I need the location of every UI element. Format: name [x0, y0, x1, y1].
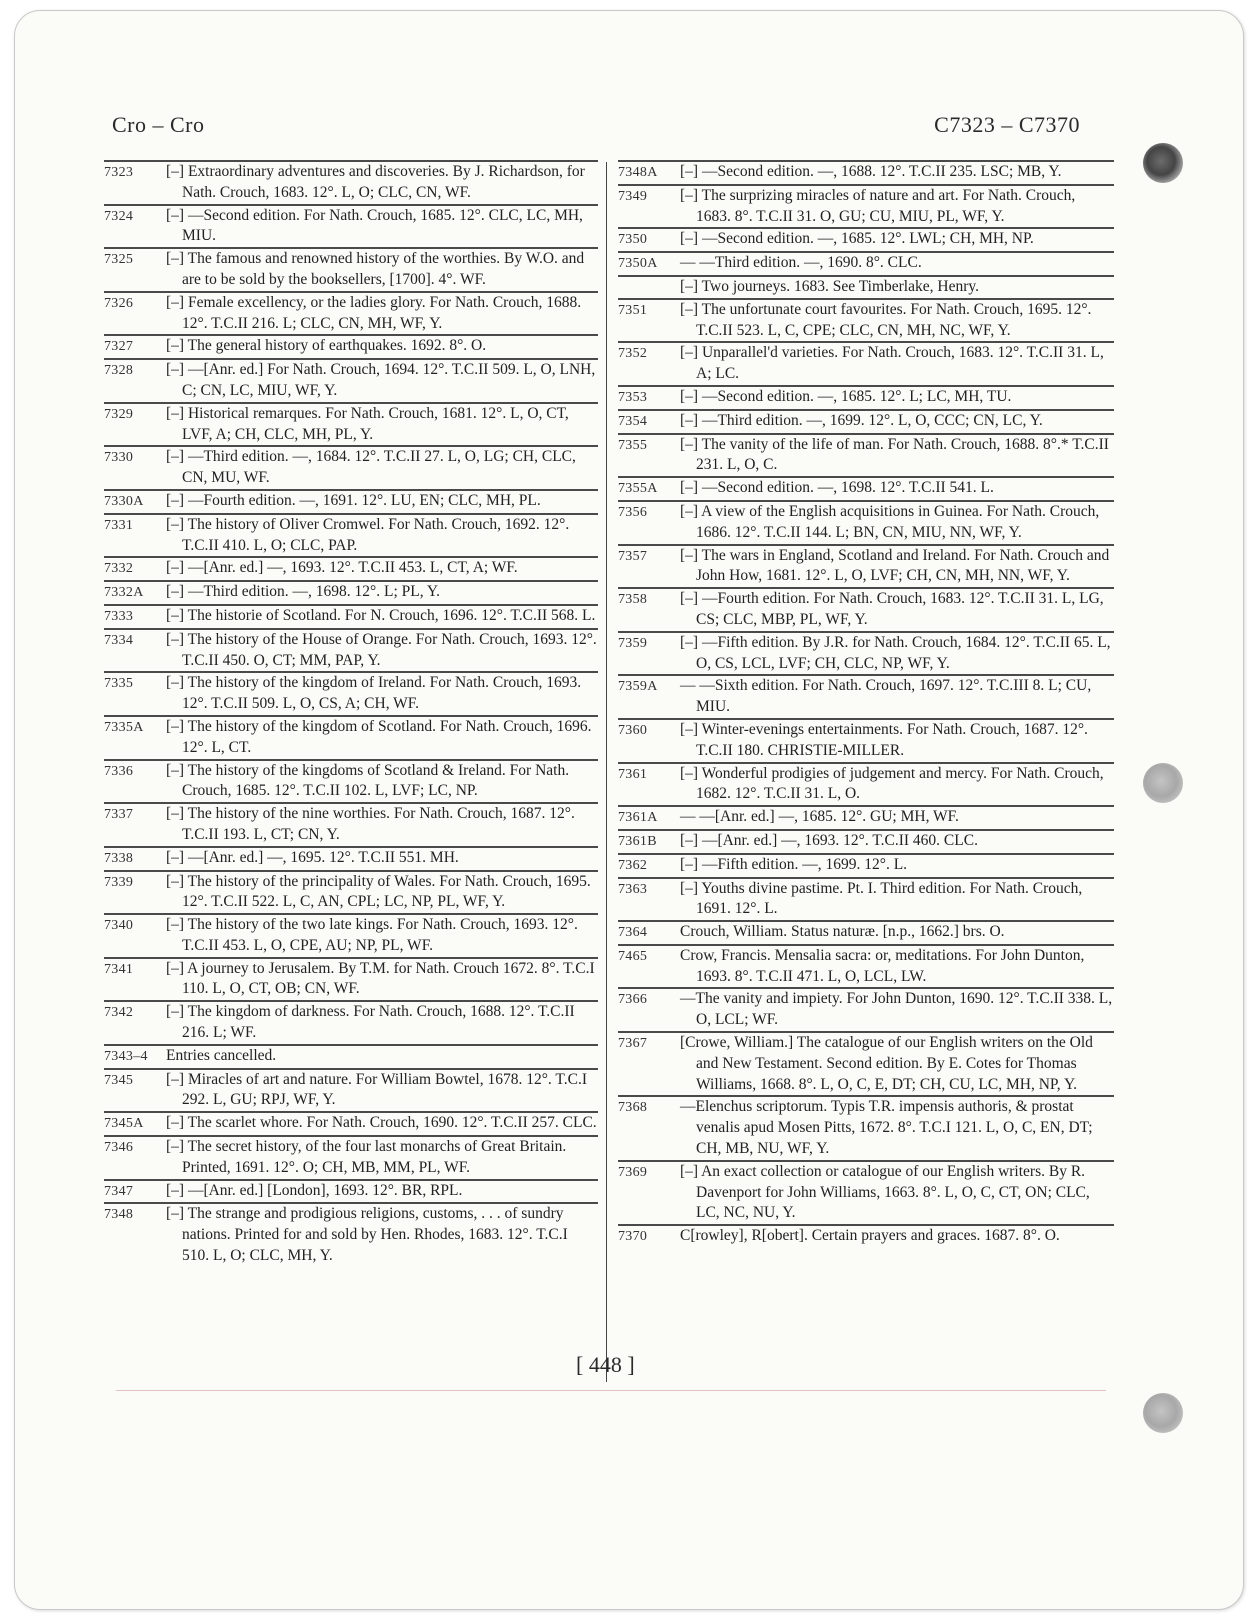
entry-number: 7350 — [618, 232, 648, 248]
entry-text: — —Third edition. —, 1690. 8°. CLC. — [680, 254, 922, 272]
entry-text: [–] Historical remarques. For Nath. Crouch, 1681. 12°. L, O, CT, LVF, A; CH, CLC, MH, PL, Y. — [166, 404, 569, 443]
catalogue-entry — [104, 604, 598, 628]
entry-number: 7333 — [104, 608, 134, 624]
entry-text: [–] —Second edition. —, 1698. 12°. T.C.II 541. L. — [680, 479, 994, 497]
entry-number: 7338 — [104, 850, 134, 866]
entry-text: [–] The history of Oliver Cromwel. For Nath. Crouch, 1692. 12°. T.C.II 410. L, O; CLC, PAP. — [166, 515, 570, 554]
entry-text: Entries cancelled. — [166, 1046, 277, 1064]
catalogue-entry — [618, 476, 1114, 500]
entry-number: 7332A — [104, 585, 144, 601]
entry-text: [–] The unfortunate court favourites. For Nath. Crouch, 1695. 12°. T.C.II 523. L, C, CPE; CLC, CN, MH, NC, WF, Y. — [680, 300, 1092, 339]
entry-number: 7341 — [104, 961, 134, 977]
entry-number: 7345 — [104, 1072, 134, 1088]
entry-number: 7326 — [104, 295, 134, 311]
catalogue-entry — [104, 802, 598, 846]
entry-number: 7323 — [104, 165, 134, 180]
entry-number: 7345A — [104, 1116, 144, 1132]
entry-number: 7362 — [618, 857, 648, 873]
entry-text: [–] —[Anr. ed.] [London], 1693. 12°. BR, RPL. — [166, 1181, 463, 1199]
entry-text: [–] Two journeys. 1683. See Timberlake, Henry. — [680, 277, 979, 295]
entry-text: —Elenchus scriptorum. Typis T.R. impensis authoris, & prostat venalis apud Mosen Pitts, 1672. 8°. T.C.I 121. L, O, C, EN, DT; CH, MB, NU, WF, Y. — [680, 1098, 1093, 1158]
catalogue-entry — [618, 433, 1114, 477]
catalogue-entry — [618, 409, 1114, 433]
entry-number: 7355 — [618, 437, 648, 453]
entry-number: 7340 — [104, 918, 134, 934]
catalogue-entry — [104, 759, 598, 803]
entry-number: 7366 — [618, 992, 648, 1008]
entry-number: 7325 — [104, 252, 134, 268]
entry-number: 7360 — [618, 722, 648, 738]
entry-number: 7347 — [104, 1183, 134, 1199]
catalogue-entry — [618, 587, 1114, 631]
entry-text: [–] The secret history, of the four last monarchs of Great Britain. Printed, 1691. 12°. O; CH, MB, MM, PL, WF. — [166, 1138, 567, 1176]
bottom-rule — [116, 1390, 1106, 1391]
entry-text: [–] The vanity of the life of man. For Nath. Crouch, 1688. 8°.* T.C.II 231. L, O, C. — [680, 435, 1109, 474]
entry-number: 7329 — [104, 406, 134, 422]
catalogue-entry — [104, 628, 598, 672]
entry-text: [–] —Fifth edition. By J.R. for Nath. Crouch, 1684. 12°. T.C.II 65. L, O, CS, LCL, LVF; CH, CLC, NP, WF, Y. — [680, 633, 1111, 672]
entry-number: 7357 — [618, 548, 648, 564]
catalogue-entry — [618, 385, 1114, 409]
entry-text: [–] Unparallel'd varieties. For Nath. Crouch, 1683. 12°. T.C.II 31. L, A; LC. — [680, 344, 1104, 383]
entry-text: [–] The strange and prodigious religions, customs, . . . of sundry nations. Printed for and sold by Hen. Rhodes, 1683. 12°. T.C.I 510. L, O; CLC, MH, Y. — [166, 1205, 568, 1265]
page-number: [ 448 ] — [576, 1352, 635, 1377]
entry-number: 7363 — [618, 881, 648, 897]
left-column — [104, 160, 598, 1267]
entry-text: Crouch, William. Status naturæ. [n.p., 1662.] brs. O. — [680, 923, 1005, 941]
catalogue-entry — [618, 251, 1114, 275]
entry-number: 7343–4 — [104, 1048, 148, 1064]
entry-text: [–] An exact collection or catalogue of our English writers. By R. Davenport for John Williams, 1663. 8°. L, O, C, CT, ON; CLC, LC, NC, NU, Y. — [680, 1162, 1090, 1222]
entry-text: [–] —[Anr. ed.] —, 1693. 12°. T.C.II 453. L, CT, A; WF. — [166, 559, 518, 577]
catalogue-entry — [104, 489, 598, 513]
entry-text: [–] The history of the kingdom of Scotland. For Nath. Crouch, 1696. 12°. L, CT. — [166, 717, 592, 756]
catalogue-entry — [618, 1224, 1114, 1248]
column-divider — [606, 162, 607, 1382]
catalogue-entry — [618, 987, 1114, 1031]
entry-number: 7337 — [104, 807, 134, 823]
binder-hole-top — [1143, 143, 1183, 183]
catalogue-entry — [104, 1202, 598, 1266]
entry-text: [–] The wars in England, Scotland and Ireland. For Nath. Crouch and John How, 1681. 12°. L, O, LVF; CH, CN, MH, NN, WF, Y. — [680, 546, 1110, 585]
entry-text: [–] —Second edition. —, 1685. 12°. L; LC, MH, TU. — [680, 387, 1012, 405]
catalogue-entry — [618, 805, 1114, 829]
entry-text: [–] The surprizing miracles of nature and art. For Nath. Crouch, 1683. 8°. T.C.II 31. O, GU; CU, MIU, PL, WF, Y. — [680, 186, 1076, 225]
catalogue-entry — [104, 1135, 598, 1179]
entry-number: 7339 — [104, 874, 134, 890]
entry-text: [–] The scarlet whore. For Nath. Crouch, 1690. 12°. T.C.II 257. CLC. — [166, 1114, 597, 1132]
entry-number: 7330 — [104, 450, 134, 466]
entry-number: 7355A — [618, 481, 658, 497]
entry-text: [–] The general history of earthquakes. 1692. 8°. O. — [166, 337, 487, 355]
entry-text: [–] The history of the principality of Wales. For Nath. Crouch, 1695. 12°. T.C.II 522. L, C, AN, CPL; LC, NP, PL, WF, Y. — [166, 872, 591, 911]
entry-number: 7361A — [618, 810, 658, 826]
entry-text: [–] —Fifth edition. —, 1699. 12°. L. — [680, 855, 908, 873]
entry-text: [–] —Second edition. For Nath. Crouch, 1685. 12°. CLC, LC, MH, MIU. — [166, 206, 583, 245]
entry-number: 7327 — [104, 339, 134, 355]
entry-text: [–] Wonderful prodigies of judgement and mercy. For Nath. Crouch, 1682. 12°. T.C.II 31. L, O. — [680, 764, 1104, 803]
catalogue-entry — [618, 944, 1114, 988]
entry-number: 7465 — [618, 948, 648, 964]
entry-text: [–] The history of the kingdoms of Scotland & Ireland. For Nath. Crouch, 1685. 12°. T.C.II 102. L, LVF; LC, NP. — [166, 761, 570, 800]
catalogue-entry — [104, 204, 598, 248]
entry-text: [–] The kingdom of darkness. For Nath. Crouch, 1688. 12°. T.C.II 216. L; WF. — [166, 1003, 575, 1042]
entry-number: 7328 — [104, 363, 134, 379]
catalogue-entry — [104, 513, 598, 557]
entry-number: 7369 — [618, 1164, 648, 1180]
entry-text: [–] —[Anr. ed.] —, 1693. 12°. T.C.II 460. CLC. — [680, 831, 978, 849]
catalogue-entry — [618, 184, 1114, 228]
entry-text: [–] —Fourth edition. —, 1691. 12°. LU, EN; CLC, MH, PL. — [166, 491, 541, 509]
catalogue-entry — [104, 671, 598, 715]
catalogue-entry — [104, 291, 598, 335]
entry-number: 7361B — [618, 833, 657, 849]
entry-number: 7330A — [104, 493, 144, 509]
catalogue-entry — [104, 247, 598, 291]
entry-text: [–] —[Anr. ed.] For Nath. Crouch, 1694. 12°. T.C.II 509. L, O, LNH, C; CN, LC, MIU, WF, Y. — [166, 361, 596, 399]
entry-number: 7350A — [618, 256, 658, 272]
catalogue-entry — [104, 334, 598, 358]
catalogue-entry — [618, 718, 1114, 762]
entry-number: 7351 — [618, 302, 648, 318]
entry-text: —The vanity and impiety. For John Dunton, 1690. 12°. T.C.II 338. L, O, LCL; WF. — [680, 990, 1113, 1029]
entry-number: 7367 — [618, 1036, 648, 1052]
entry-number: 7348A — [618, 165, 658, 180]
catalogue-entry — [618, 500, 1114, 544]
entry-text: [–] The history of the nine worthies. For Nath. Crouch, 1687. 12°. T.C.II 193. L, CT; CN, Y. — [166, 805, 575, 843]
running-head-right: C7323 – C7370 — [934, 112, 1080, 137]
entry-number: 7370 — [618, 1229, 648, 1245]
entry-text: — —Sixth edition. For Nath. Crouch, 1697. 12°. T.C.III 8. L; CU, MIU. — [680, 677, 1092, 716]
right-column — [618, 160, 1114, 1248]
entry-number: 7335 — [104, 676, 134, 692]
entry-text: [–] —Third edition. —, 1698. 12°. L; PL, Y. — [166, 583, 440, 601]
entry-text: [–] A journey to Jerusalem. By T.M. for Nath. Crouch 1672. 8°. T.C.I 110. L, O, CT, OB; CN, WF. — [166, 959, 595, 998]
catalogue-entry — [104, 445, 598, 489]
entry-number: 7359 — [618, 635, 648, 651]
entry-text: [–] —Fourth edition. For Nath. Crouch, 1683. 12°. T.C.II 31. L, LG, CS; CLC, MBP, PL, WF, Y. — [680, 590, 1104, 628]
entry-number: 7346 — [104, 1140, 134, 1156]
catalogue-entry — [104, 913, 598, 957]
catalogue-entry — [104, 715, 598, 759]
entry-number: 7348 — [104, 1207, 134, 1223]
entry-text: [–] Female excellency, or the ladies glory. For Nath. Crouch, 1688. 12°. T.C.II 216. L; CLC, CN, MH, WF, Y. — [166, 293, 582, 332]
entry-text: [–] Extraordinary adventures and discoveries. By J. Richardson, for Nath. Crouch, 1683. 12°. L, O; CLC, CN, WF. — [166, 163, 585, 201]
entry-text: [–] The historie of Scotland. For N. Crouch, 1696. 12°. T.C.II 568. L. — [166, 606, 596, 624]
catalogue-entry — [104, 160, 598, 204]
entry-text: [–] Youths divine pastime. Pt. I. Third edition. For Nath. Crouch, 1691. 12°. L. — [680, 879, 1083, 918]
catalogue-entry — [618, 631, 1114, 675]
catalogue-entry — [104, 1044, 598, 1068]
entry-number: 7332 — [104, 561, 134, 577]
binder-hole-middle — [1143, 763, 1183, 803]
entry-text: [–] A view of the English acquisitions in Guinea. For Nath. Crouch, 1686. 12°. T.C.II 144. L; BN, CN, MIU, NN, WF, Y. — [680, 502, 1100, 541]
entry-number: 7331 — [104, 517, 134, 533]
entry-number: 7352 — [618, 346, 648, 362]
entry-number: 7364 — [618, 925, 648, 941]
catalogue-entry — [618, 920, 1114, 944]
entry-number: 7354 — [618, 413, 648, 429]
catalogue-entry — [104, 846, 598, 870]
entry-number: 7349 — [618, 188, 648, 204]
entry-text: [–] The history of the House of Orange. For Nath. Crouch, 1693. 12°. T.C.II 450. O, CT; MM, PAP, Y. — [166, 630, 597, 669]
entry-number: 7368 — [618, 1100, 648, 1116]
catalogue-entry — [618, 1031, 1114, 1095]
entry-text: [–] —Third edition. —, 1699. 12°. L, O, CCC; CN, LC, Y. — [680, 411, 1043, 429]
entry-text: [–] —Third edition. —, 1684. 12°. T.C.II 27. L, O, LG; CH, CLC, CN, MU, WF. — [166, 448, 576, 487]
entry-number: 7356 — [618, 504, 648, 520]
entry-text: [–] —Second edition. —, 1685. 12°. LWL; CH, MH, NP. — [680, 230, 1034, 248]
entry-number: 7361 — [618, 766, 648, 782]
entry-number: 7324 — [104, 208, 134, 224]
catalogue-entry — [618, 853, 1114, 877]
catalogue-entry — [618, 341, 1114, 385]
entry-text: Crow, Francis. Mensalia sacra: or, meditations. For John Dunton, 1693. 8°. T.C.II 471. L, O, LCL, LW. — [680, 946, 1085, 985]
entry-number: 7336 — [104, 763, 134, 779]
entry-number: 7335A — [104, 719, 144, 735]
catalogue-entry — [618, 674, 1114, 718]
catalogue-entry — [618, 298, 1114, 342]
entry-number: 7334 — [104, 632, 134, 648]
catalogue-entry — [104, 358, 598, 402]
binder-hole-bottom — [1143, 1393, 1183, 1433]
entry-text: [–] —Second edition. —, 1688. 12°. T.C.II 235. LSC; MB, Y. — [680, 163, 1062, 180]
catalogue-entry — [618, 160, 1114, 184]
running-head-left: Cro – Cro — [112, 112, 205, 137]
catalogue-entry — [104, 556, 598, 580]
entry-number — [618, 277, 680, 278]
entry-text: [Crowe, William.] The catalogue of our English writers on the Old and New Testament. Second edition. By E. Cotes for Thomas Williams, 1668. 8°. L, O, C, E, DT; CH, CU, LC, MH, NP, Y. — [680, 1034, 1093, 1093]
catalogue-entry — [618, 227, 1114, 251]
catalogue-entry — [104, 1179, 598, 1203]
entry-number: 7358 — [618, 592, 648, 608]
entry-text: [–] —[Anr. ed.] —, 1695. 12°. T.C.II 551. MH. — [166, 848, 459, 866]
catalogue-entry — [104, 957, 598, 1001]
entry-text: C[rowley], R[obert]. Certain prayers and graces. 1687. 8°. O. — [680, 1227, 1060, 1245]
entry-number: 7359A — [618, 679, 658, 695]
entry-text: [–] The history of the two late kings. For Nath. Crouch, 1693. 12°. T.C.II 453. L, O, CPE, AU; NP, PL, WF. — [166, 916, 578, 954]
catalogue-entry — [618, 1095, 1114, 1159]
entry-text: [–] The famous and renowned history of the worthies. By W.O. and are to be sold by the booksellers, [1700]. 4°. WF. — [166, 250, 585, 288]
entry-number: 7353 — [618, 389, 648, 405]
catalogue-entry — [618, 762, 1114, 806]
catalogue-entry — [618, 1160, 1114, 1224]
catalogue-entry — [618, 877, 1114, 921]
entry-text: [–] Miracles of art and nature. For William Bowtel, 1678. 12°. T.C.I 292. L, GU; RPJ, WF, Y. — [166, 1070, 587, 1109]
catalogue-entry — [104, 1111, 598, 1135]
catalogue-entry — [618, 829, 1114, 853]
catalogue-entry — [618, 275, 1114, 298]
catalogue-entry — [618, 544, 1114, 588]
catalogue-entry — [104, 870, 598, 914]
entry-text: — —[Anr. ed.] —, 1685. 12°. GU; MH, WF. — [680, 808, 959, 826]
catalogue-entry — [104, 1068, 598, 1112]
catalogue-entry — [104, 402, 598, 446]
catalogue-entry — [104, 580, 598, 604]
entry-text: [–] The history of the kingdom of Ireland. For Nath. Crouch, 1693. 12°. T.C.II 509. L, O, CS, A; CH, WF. — [166, 674, 582, 713]
entry-text: [–] Winter-evenings entertainments. For Nath. Crouch, 1687. 12°. T.C.II 180. CHRISTIE-MILLER. — [680, 720, 1088, 759]
catalogue-entry — [104, 1000, 598, 1044]
entry-number: 7342 — [104, 1005, 134, 1021]
